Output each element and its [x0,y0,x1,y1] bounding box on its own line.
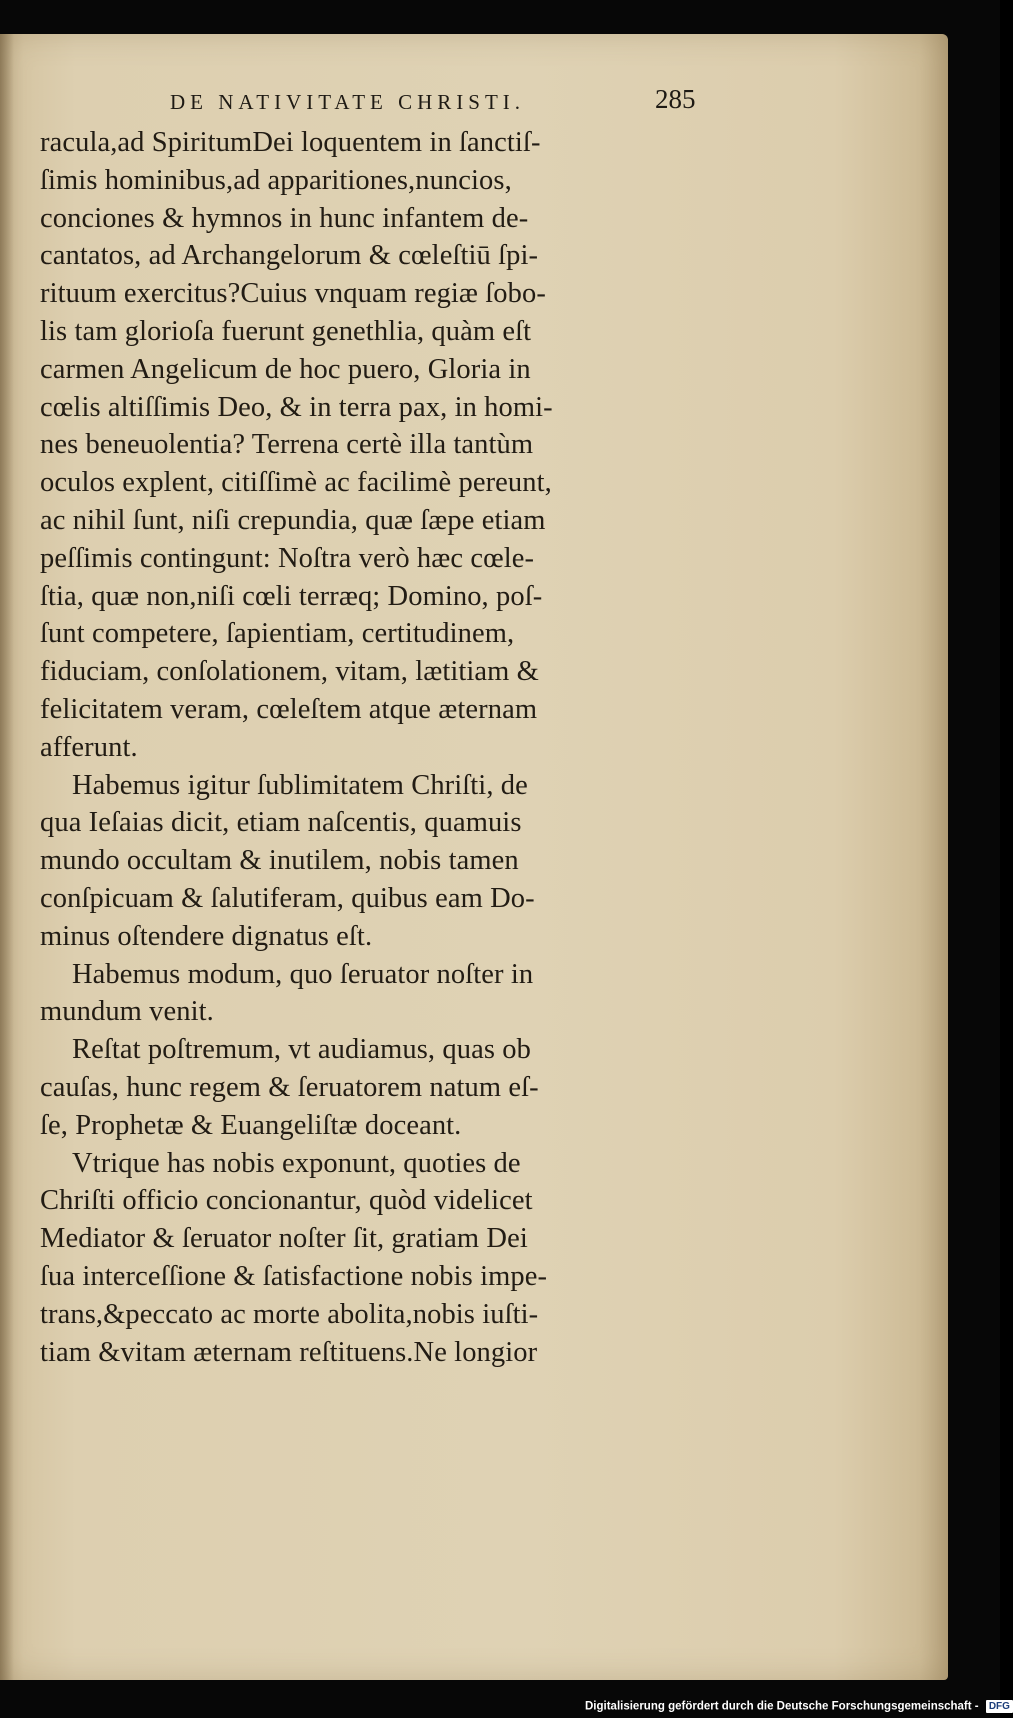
page-number: 285 [655,84,696,114]
text-line: Mediator & ſeruator noſter ſit, gratiam Dei [40,1223,528,1255]
text-line: nes beneuolentia? Terrena certè illa tantùm [40,429,534,461]
text-line: tiam &vitam æternam reſtituens.Ne longior [40,1336,538,1368]
text-line: racula,ad SpiritumDei loquentem in ſanctiſ- [40,127,541,158]
text-line: ac nihil ſunt, niſi crepundia, quæ ſæpe etiam [40,504,546,536]
text-line: ſimis hominibus,ad apparitiones,nuncios, [40,164,512,196]
text-line: ſe, Prophetæ & Euangeliſtæ doceant. [40,1109,462,1141]
text-line: ſua interceſſione & ſatisfactione nobis impe- [40,1260,548,1292]
spine-shadow [0,34,14,1680]
dfg-logo: DFG [986,1700,1013,1713]
text-line: rituum exercitus?Cuius vnquam regiæ ſobo- [40,278,546,310]
paragraph-start-line: Habemus modum, quo ſeruator noſter in [72,958,534,990]
text-line: carmen Angelicum de hoc puero, Gloria in [40,353,531,385]
text-line: conſpicuam & ſalutiferam, quibus eam Do- [40,882,535,914]
text-line: qua Ieſaias dicit, etiam naſcentis, quamuis [40,807,522,839]
paragraph-start-line: Vtrique has nobis exponunt, quoties de [72,1147,521,1179]
text-line: peſſimis contingunt: Noſtra verò hæc cœle- [40,542,535,574]
body-text [40,124,690,1371]
text-line: felicitatem veram, cœleſtem atque æternam [40,693,538,725]
text-line: Chriſti officio concionantur, quòd videlicet [40,1185,533,1217]
text-line: mundo occultam & inutilem, nobis tamen [40,845,519,877]
text-line: afferunt. [40,731,138,763]
digitization-credit [585,1700,1013,1713]
text-line: ſtia, quæ non,niſi cœli terræq; Domino, poſ- [40,580,543,612]
text-line: mundum venit. [40,996,214,1028]
running-head: DE NATIVITATE CHRISTI. [170,90,526,114]
paragraph-start-line: Reſtat poſtremum, vt audiamus, quas ob [72,1034,531,1066]
text-line: lis tam glorioſa fuerunt genethlia, quàm eſt [40,315,532,347]
text-line: cœlis altiſſimis Deo, & in terra pax, in homi- [40,391,553,423]
paragraph-start-line: Habemus igitur ſublimitatem Chriſti, de [72,769,528,801]
text-line: cauſas, hunc regem & ſeruatorem natum eſ- [40,1071,539,1103]
text-line: ſunt competere, ſapientiam, certitudinem, [40,618,515,650]
text-line: trans,&peccato ac morte abolita,nobis iuſti- [40,1298,539,1330]
text-line: fiduciam, conſolationem, vitam, lætitiam & [40,656,539,688]
text-line: cantatos, ad Archangelorum & cœleſtiū ſpi- [40,240,539,272]
credit-text: Digitalisierung gefördert durch die Deutsche Forschungsgemeinschaft - [585,1700,979,1713]
text-line: minus oſtendere dignatus eſt. [40,920,373,952]
text-line: conciones & hymnos in hunc infantem de- [40,202,529,234]
text-line: oculos explent, citiſſimè ac facilimè pereunt, [40,467,552,499]
